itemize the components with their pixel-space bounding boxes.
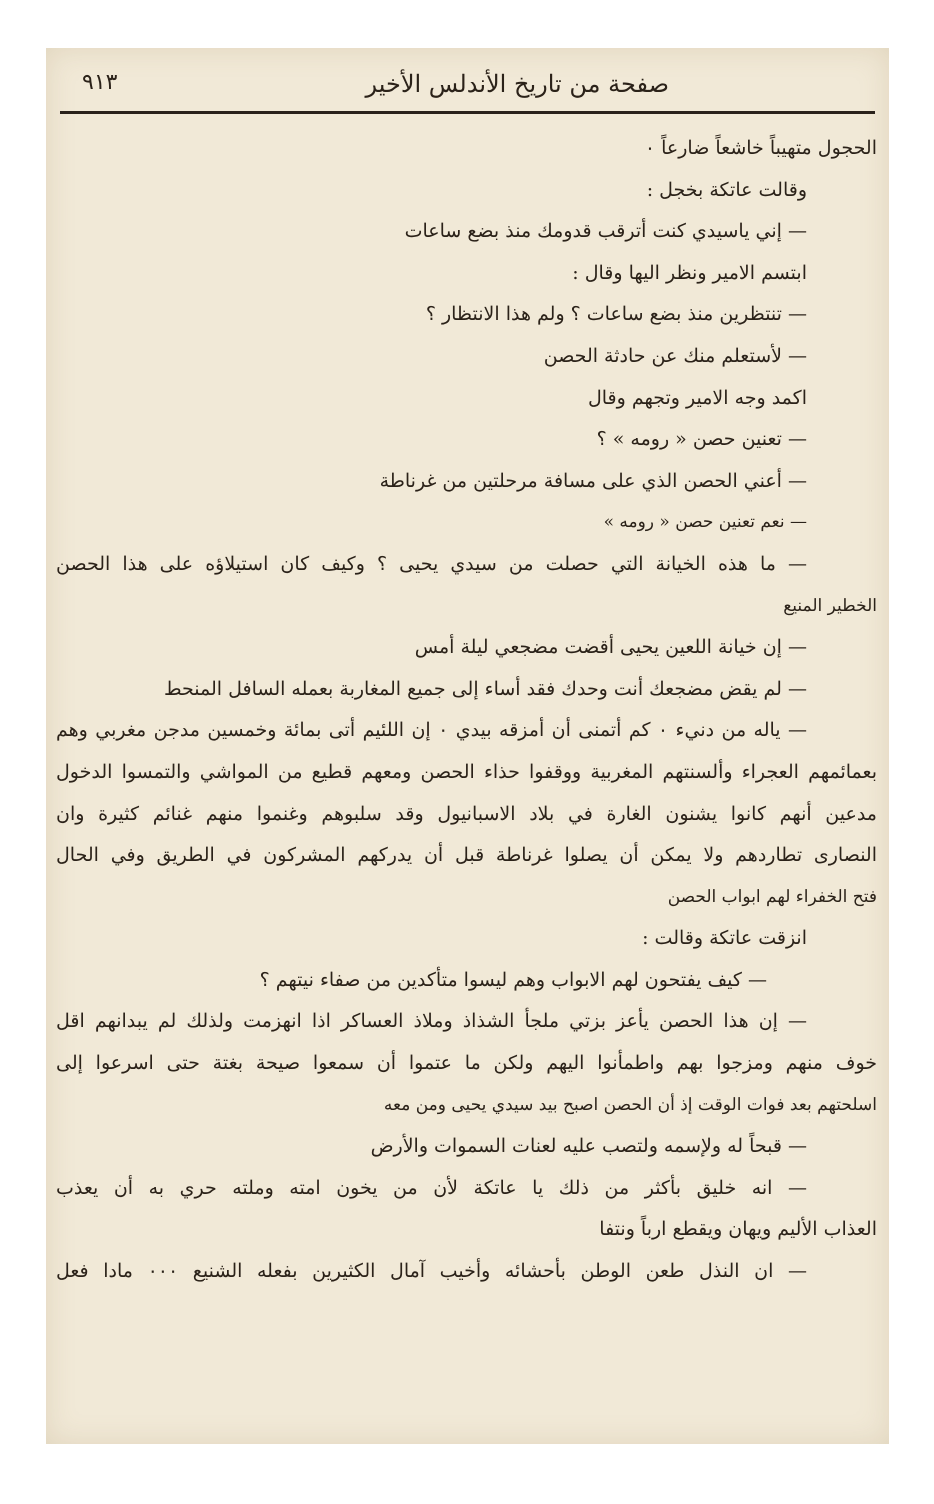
book-page <box>46 48 889 1444</box>
text-line: — لم يقض مضجعك أنت وحدك فقد أساء إلى جميع المغاربة بعمله السافل المنحط <box>163 677 807 700</box>
text-line: — تنتظرين منذ بضع ساعات ؟ ولم هذا الانتظار ؟ <box>425 303 807 326</box>
text-line: اسلحتهم بعد فوات الوقت إذ أن الحصن اصبح بيد سيدي يحيى ومن معه <box>383 1094 877 1115</box>
text-line: — ما هذه الخيانة التي حصلت من سيدي يحيى ؟ وكيف كان استيلاؤه على هذا الحصن <box>56 552 807 575</box>
text-line: اكمد وجه الامير وتجهم وقال <box>587 386 807 409</box>
header-rule <box>60 111 875 114</box>
text-line: — ان النذل طعن الوطن بأحشائه وأخيب آمال الكثيرين بفعله الشنيع ٠٠٠ مادا فعل <box>56 1260 807 1283</box>
page-body <box>56 128 877 1293</box>
text-line: وقالت عاتكة بخجل : <box>646 178 807 201</box>
text-line: بعمائمهم العجراء وألسنتهم المغربية ووقفوا حذاء الحصن ومعهم قطيع من المواشي والتمسوا الدخول <box>56 760 877 783</box>
text-line: — كيف يفتحون لهم الابواب وهم ليسوا متأكدين من صفاء نيتهم ؟ <box>259 968 767 991</box>
text-line: — قبحاً له ولإسمه ولتصب عليه لعنات السموات والأرض <box>370 1135 807 1158</box>
page-number: ٩١٣ <box>82 70 118 95</box>
text-line: — إن خيانة اللعين يحيى أقضت مضجعي ليلة أمس <box>414 636 807 659</box>
text-line: — ياله من دنيء ٠ كم أتمنى أن أمزقه بيدي ٠ إن اللئيم أتى بمائة وخمسين مدجن مغربي وهم <box>56 719 807 742</box>
text-line: — نعم تعنين حصن « رومه » <box>603 512 807 533</box>
text-line: — لأستعلم منك عن حادثة الحصن <box>543 344 807 367</box>
running-header <box>82 66 859 108</box>
header-title: صفحة من تاريخ الأندلس الأخير <box>365 70 669 98</box>
text-line: — إني ياسيدي كنت أترقب قدومك منذ بضع ساعات <box>404 220 807 243</box>
text-line: خوف منهم ومزجوا بهم واطمأنوا اليهم ولكن ما عتموا أن سمعوا صيحة بغتة حتى اسرعوا إلى <box>56 1052 877 1075</box>
text-line: ابتسم الامير ونظر اليها وقال : <box>572 261 807 284</box>
text-line: الحجول متهيباً خاشعاً ضارعاً ٠ <box>644 137 877 159</box>
text-line: — انه خليق بأكثر من ذلك يا عاتكة لأن من يخون امته وملته حري به أن يعذب <box>56 1176 807 1199</box>
text-line: النصارى تطاردهم ولا يمكن أن يصلوا غرناطة قبل أن يدركهم المشركون في الطريق وفي الحال <box>56 844 877 867</box>
text-line: مدعين أنهم كانوا يشنون الغارة في بلاد الاسبانيول وقد سلبوهم وغنموا منهم غنائم كثيرة وان <box>56 802 877 825</box>
text-line: — أعني الحصن الذي على مسافة مرحلتين من غرناطة <box>379 469 807 492</box>
text-line: انزقت عاتكة وقالت : <box>642 927 807 950</box>
text-line: الخطير المنيع <box>783 595 877 616</box>
text-line: فتح الخفراء لهم ابواب الحصن <box>667 886 877 907</box>
text-line: العذاب الأليم ويهان ويقطع ارباً ونتفا <box>599 1218 877 1241</box>
text-line: — إن هذا الحصن يأعز بزتي ملجأ الشذاذ وملاذ العساكر اذا انهزمت ولذلك لم يبدانهم اقل <box>56 1010 807 1033</box>
text-line: — تعنين حصن « رومه » ؟ <box>596 428 807 451</box>
